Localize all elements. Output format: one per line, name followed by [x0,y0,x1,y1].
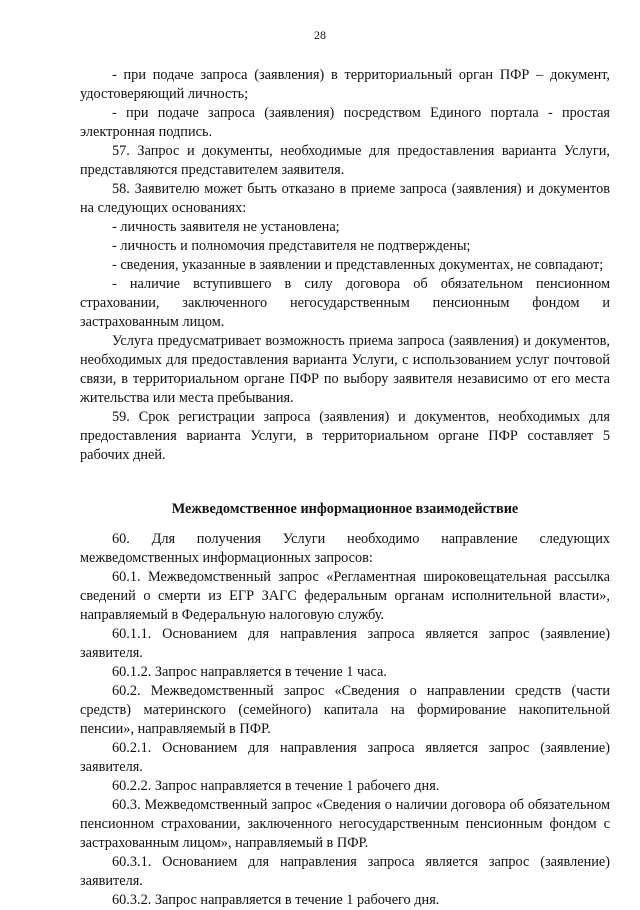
paragraph: 60.2. Межведомственный запрос «Сведения о направлении средств (части средств) материнского (семейного) капитала на формирование накопительной пенсии», направляемый в ПФР. [80,683,610,737]
paragraph: 60.3. Межведомственный запрос «Сведения о наличии договора об обязательном пенсионном страховании, заключенного негосударственным пенсионным фондом с застрахованным лицом», направляемый в ПФР. [80,797,610,851]
paragraph: - при подаче запроса (заявления) в территориальный орган ПФР – документ, удостоверяющий личность; [80,67,610,102]
paragraph: 59. Срок регистрации запроса (заявления) и документов, необходимых для предоставления варианта Услуги, в территориальном органе ПФР составляет 5 рабочих дней. [80,409,610,463]
paragraph: - при подаче запроса (заявления) посредством Единого портала - простая электронная подпись. [80,105,610,140]
paragraph: 58. Заявителю может быть отказано в приеме запроса (заявления) и документов на следующих основаниях: [80,181,610,216]
document-body [80,66,610,910]
paragraph: - наличие вступившего в силу договора об обязательном пенсионном страховании, заключенного негосударственным пенсионным фондом и застрахованным лицом. [80,276,610,330]
paragraph: 60.1. Межведомственный запрос «Регламентная широковещательная рассылка сведений о смерти из ЕГР ЗАГС федеральным органам исполнительной власти», направляемый в Федеральную налоговую службу. [80,569,610,623]
paragraph: 60.2.1. Основанием для направления запроса является запрос (заявление) заявителя. [80,740,610,775]
paragraph: Услуга предусматривает возможность приема запроса (заявления) и документов, необходимых для предоставления варианта Услуги, с использованием услуг почтовой связи, в территориальном органе ПФР по выбору заявителя независимо от его места жительства или места пребывания. [80,333,610,406]
paragraph: 60.1.2. Запрос направляется в течение 1 часа. [112,664,387,680]
paragraph: 60.2.2. Запрос направляется в течение 1 рабочего дня. [112,778,440,794]
paragraph: 57. Запрос и документы, необходимые для предоставления варианта Услуги, представляются представителем заявителя. [80,143,610,178]
section-heading: Межведомственное информационное взаимодействие [171,501,519,517]
paragraph: 60. Для получения Услуги необходимо направление следующих межведомственных информационных запросов: [80,531,610,566]
paragraph: 60.3.2. Запрос направляется в течение 1 рабочего дня. [112,892,440,908]
paragraph: - личность заявителя не установлена; [112,219,340,235]
paragraph: - личность и полномочия представителя не подтверждены; [112,238,471,254]
page-number: 28 [314,28,326,42]
paragraph: 60.1.1. Основанием для направления запроса является запрос (заявление) заявителя. [80,626,610,661]
paragraph: - сведения, указанные в заявлении и представленных документах, не совпадают; [112,257,604,273]
paragraph: 60.3.1. Основанием для направления запроса является запрос (заявление) заявителя. [80,854,610,889]
